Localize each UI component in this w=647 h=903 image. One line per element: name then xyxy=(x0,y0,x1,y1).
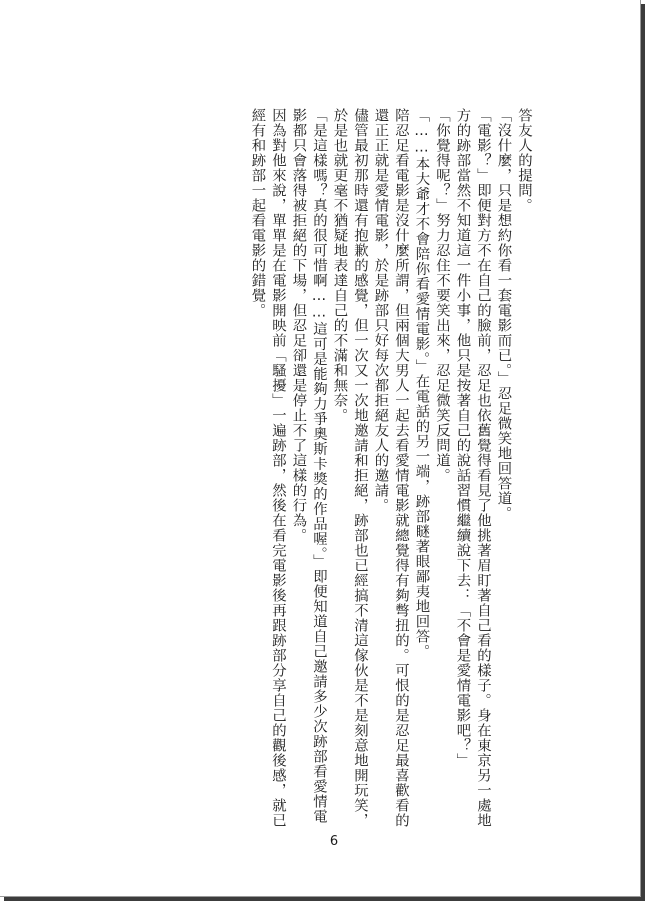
page-number: 6 xyxy=(329,834,339,849)
paragraph-8: 「是這樣嗎？真的很可惜啊……這可是能夠力爭奧斯卡獎的作品喔。」即便知道自己邀請多少次跡部看愛情電影都只會落得被拒絕的下場，但忍足卻還是停止不了這樣的行為。 xyxy=(290,108,327,824)
paragraph-3: 「電影？」即便對方不在自己的臉前，忍足也依舊覺得看見了他挑著眉盯著自己看的樣子。身在東京另一處地方的跡部當然不知道這一件小事，他只是按著自己的說話習慣繼續說下去：「不會是愛情電影吧？」 xyxy=(454,108,491,828)
paragraph-2: 「沒什麼，只是想約你看一套電影而已。」忍足微笑地回答道。 xyxy=(495,108,512,521)
paragraph-5: 「……本大爺才不會陪你看愛情電影。」在電話的另一端，跡部瞇著眼鄙夷地回答。 xyxy=(413,108,430,659)
paragraph-7: 儘管最初那時還有抱歉的感覺，但一次又一次地邀請和拒絕，跡部也已經搞不清這傢伙是不是刻意地開玩笑，於是也就更毫不猶疑地表達自己的不滿和無奈。 xyxy=(331,108,368,828)
paragraph-1: 答友人的提問。 xyxy=(516,108,532,213)
paragraph-4: 「你覺得呢？」努力忍住不要笑出來，忍足微笑反問道。 xyxy=(434,108,450,483)
paragraph-9: 因為對他來說，單單是在電影開映前「騷擾」一遍跡部，然後在看完電影後再跟跡部分享自己的觀後感，就已經有和跡部一起看電影的錯覺。 xyxy=(249,108,286,828)
vertical-text-body xyxy=(247,108,534,828)
paragraph-6: 陪忍足看電影是沒什麼所謂，但兩個大男人一起去看愛情電影就總覺得有夠彆扭的。可恨的是忍足最喜歡看的還正正就是愛情電影，於是跡部只好每次都拒絕友人的邀請。 xyxy=(372,108,409,828)
